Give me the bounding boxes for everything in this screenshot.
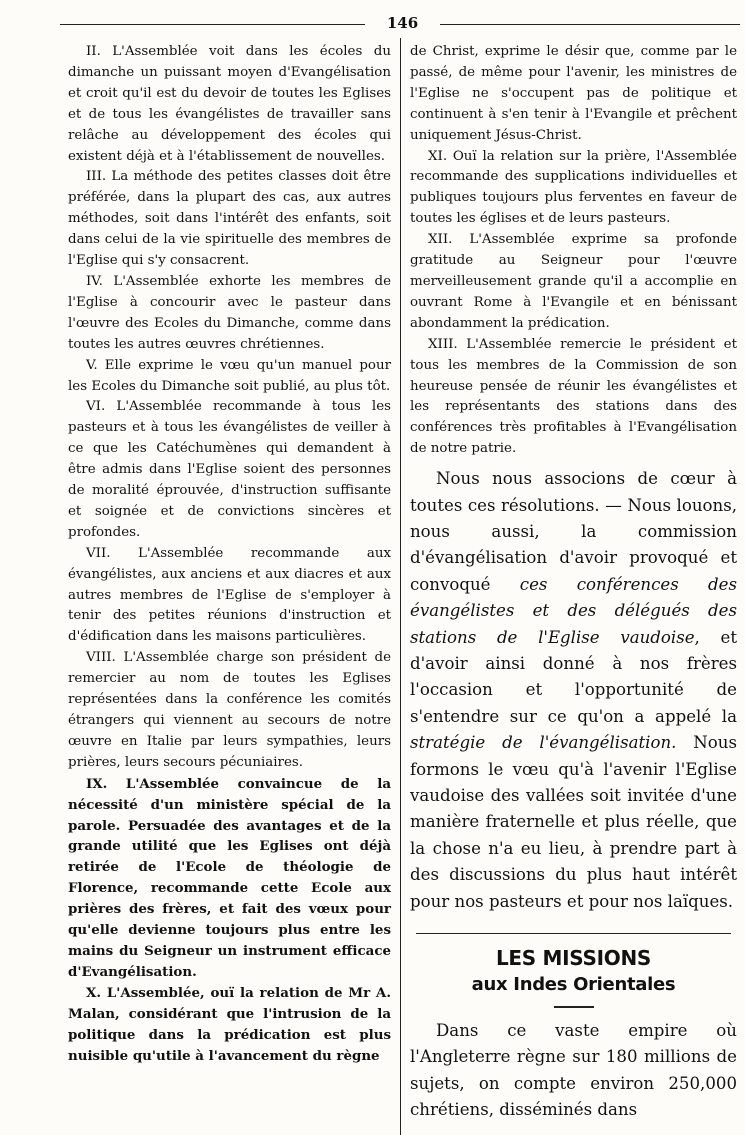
title-dash	[554, 1006, 594, 1008]
missions-paragraph: Dans ce vaste empire où l'Angleterre règne sur 180 millions de sujets, on compte environ 250,000 chrétiens, disséminés dans	[410, 1021, 737, 1120]
resolution-10: X. L'Assemblée, ouï la relation de Mr A. Malan, considérant que l'intrusion de la politique dans la prédication est plus nuisible qu'utile à l'avancement du règne	[68, 984, 391, 1064]
resolution-9: IX. L'Assemblée convaincue de la nécessité d'un ministère spécial de la parole. Persuadée des avantages et de la grande utilité que les Eglises ont déjà retirée de l'Ecole de théologie de Florence, recommande cette Ecole aux prières des frères, et fait des vœux pour qu'elle devienne toujours plus entre les mains du Seigneur un instrument efficace d'Evangélisation.	[68, 775, 391, 980]
right-column	[410, 42, 737, 1124]
section-separator	[416, 933, 731, 934]
resolution-8: VIII. L'Assemblée charge son président de remercier au nom de toutes les Eglises représentées dans la conférence les comités étrangers qui viennent au secours de notre œuvre en Italie par leurs sympathies, leurs prières, leurs secours pécuniaires.	[68, 650, 391, 770]
header-rule-left	[60, 24, 365, 25]
column-divider	[400, 38, 401, 1135]
resolution-12: XII. L'Assemblée exprime sa profonde gratitude au Seigneur pour l'œuvre merveilleusement grande qu'il a accomplie en ouvrant Rome à l'Evangile et en bénissant abondamment la prédication.	[410, 232, 737, 331]
resolution-6: VI. L'Assemblée recommande à tous les pasteurs et à tous les évangélistes de veiller à ce que les Catéchumènes qui demandent à être admis dans l'Eglise soient des personnes de moralité éprouvée, d'instruction suffisante et soignée et de convictions sincères et profondes.	[68, 399, 391, 540]
resolution-2: II. L'Assemblée voit dans les écoles du dimanche un puissant moyen d'Evangélisation et croit qu'il est du devoir de toutes les Eglises et de tous les évangélistes de travailler sans relâche au développement des écoles qui existent déjà et à l'établissement de nouvelles.	[68, 44, 391, 164]
section-subtitle: aux Indes Orientales	[471, 974, 676, 996]
resolution-3: III. La méthode des petites classes doit être préférée, dans la plupart des cas, aux autres méthodes, soit dans l'intérêt des enfants, soit dans celui de la vie spirituelle des membres de l'Eglise qui s'y consacrent.	[68, 169, 391, 269]
header-rule-right	[440, 24, 740, 25]
resolution-11: XI. Ouï la relation sur la prière, l'Assemblée recommande des supplications individuelles et publiques toujours plus ferventes en faveur de toutes les églises et de leurs pasteurs.	[410, 148, 737, 227]
section-title: LES MISSIONS	[495, 946, 651, 971]
resolution-4: IV. L'Assemblée exhorte les membres de l'Eglise à concourir avec le pasteur dans l'œuvre des Ecoles du Dimanche, comme dans toutes les autres œuvres chrétiennes.	[68, 273, 391, 352]
editorial-comment: Nous nous associons de cœur à toutes ces résolutions. — Nous louons, nous aussi, la commission d'évangélisation d'avoir provoqué et convoqué ces conférences des évangélistes et des délégués des stations de l'Eglise vaudoise, et d'avoir ainsi donné à nos frères l'occasion et l'opportunité de s'entendre sur ce qu'on a appelé la stratégie de l'évangélisation. Nous formons le vœu qu'à l'avenir l'Eglise vaudoise des vallées soit invitée d'une manière fraternelle et plus réelle, que la chose n'a eu lieu, à prendre part à des discussions du plus haut intérêt pour nos pasteurs et pour nos laïques.	[410, 469, 737, 911]
italic-conference-phrase: ces conférences des évangélistes et des délégués des stations de l'Eglise vaudoise	[410, 574, 737, 647]
resolution-5: V. Elle exprime le vœu qu'un manuel pour les Ecoles du Dimanche soit publié, au plus tôt.	[68, 357, 391, 394]
resolution-10-continued: de Christ, exprime le désir que, comme par le passé, de même pour l'avenir, les ministres de l'Eglise ne s'occupent pas de politique et continuent à s'en tenir à l'Evangile et prêchent uniquement Jésus-Christ.	[410, 44, 737, 143]
resolution-13: XIII. L'Assemblée remercie le président et tous les membres de la Commission de son heureuse pensée de réunir les évangélistes et les représentants des stations dans des conférences très profitables à l'Evangélisation de notre patrie.	[410, 336, 737, 457]
left-column	[68, 42, 391, 1066]
resolution-7: VII. L'Assemblée recommande aux évangélistes, aux anciens et aux diacres et aux autres membres de l'Eglise de s'employer à tenir des petites réunions d'instruction et d'édification dans les maisons particulières.	[68, 545, 391, 645]
italic-strategy-phrase: stratégie de l'évangélisation.	[410, 733, 677, 753]
page-header	[60, 12, 740, 34]
page-number: 146	[386, 14, 419, 32]
